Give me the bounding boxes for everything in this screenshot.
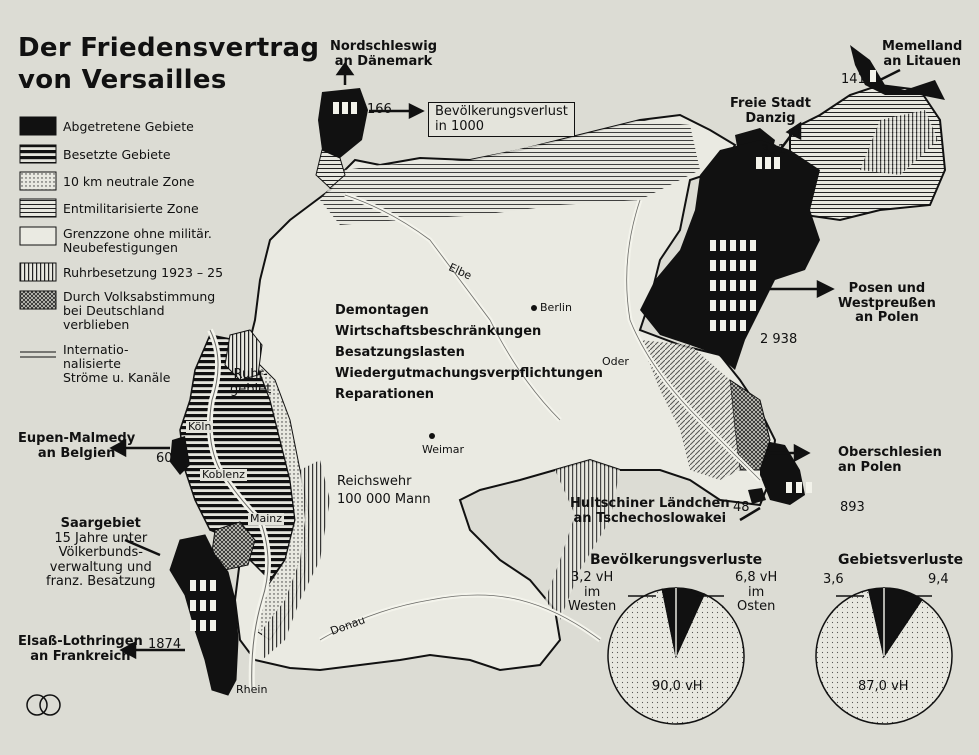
legend-label-demilitarized: Entmilitarisierte Zone: [63, 201, 199, 216]
eupen-line2: an Belgien: [37, 445, 116, 461]
oberschlesien-label: [838, 446, 942, 475]
map-title-line1: Der Friedensvertrag: [18, 33, 320, 63]
legend-swatches: [20, 117, 56, 357]
legend-label-border-zone-2: Neubefestigungen: [63, 240, 178, 255]
donau-label: Donau: [328, 613, 367, 638]
burden-item: Demontagen: [335, 303, 429, 318]
pie2-title: Gebietsverluste: [838, 552, 964, 568]
population-loss-box: [428, 102, 575, 137]
legend-label-occupied: Besetzte Gebiete: [63, 147, 171, 162]
map-title-line2: von Versailles: [18, 65, 227, 95]
legend-label-rivers-2: nalisierte: [63, 356, 121, 371]
posen-value: 2 938: [760, 332, 798, 347]
pie1-west-line2: im: [583, 584, 601, 600]
burdens-list: [335, 300, 603, 405]
population-box-line2: in 1000: [435, 118, 485, 134]
memelland-line2: an Litauen: [883, 53, 961, 69]
pie2-west-value: 3,6: [823, 572, 844, 587]
danzig-value: 331: [761, 143, 786, 158]
pie1-east-label: [735, 571, 777, 615]
danzig-line2: Danzig: [745, 110, 796, 126]
hultschin-line2: an Tschechoslowakei: [573, 510, 727, 526]
eupen-value: 60: [156, 451, 173, 466]
memelland-value: 141: [841, 72, 866, 87]
hultschin-label: [570, 497, 730, 526]
pie1-west-label: [568, 571, 616, 615]
posen-label: [838, 282, 936, 326]
nordschleswig-value: 166: [367, 102, 392, 117]
legend-label-plebiscite-1: Durch Volksabstimmung: [63, 289, 216, 304]
saar-line2: 15 Jahre unter: [54, 530, 148, 546]
eupen-label: [18, 432, 135, 461]
burden-item: Wirtschaftsbeschränkungen: [335, 324, 542, 340]
pie1-west-line3: Westen: [568, 599, 617, 615]
legend-label-ceded: Abgetretene Gebiete: [63, 119, 194, 134]
weimar-label: Weimar: [422, 443, 465, 456]
koeln-label: Köln: [188, 420, 212, 433]
berlin-label: Berlin: [540, 301, 572, 314]
saar-line3: Völkerbunds-: [58, 545, 143, 561]
legend-label-ruhr: Ruhrbesetzung 1923 – 25: [63, 265, 224, 280]
posen-line1: Posen und: [848, 281, 926, 296]
population-box-line1: Bevölkerungsverlust: [435, 104, 568, 119]
legend-label-neutral: 10 km neutrale Zone: [63, 174, 195, 189]
north-schleswig: [318, 88, 368, 158]
pie2-remain-label: 87,0 vH: [858, 679, 909, 694]
reichswehr-label: [337, 473, 431, 509]
legend-label-plebiscite-3: verblieben: [63, 317, 130, 332]
pie2-east-value: 9,4: [928, 572, 949, 587]
elsass-line1: Elsaß-Lothringen: [18, 634, 143, 649]
saar-line1: Saargebiet: [60, 516, 141, 531]
territory-loss-pie: [816, 588, 952, 724]
pie1-east-value: 6,8 vH: [735, 570, 778, 585]
oberschlesien-line2: an Polen: [838, 459, 902, 475]
eupen-line1: Eupen-Malmedy: [18, 431, 136, 446]
pie1-east-line2: im: [748, 584, 765, 600]
ruhr-line1: Ruhr-: [233, 367, 268, 382]
pie1-west-value: 3,2 vH: [570, 570, 614, 585]
nordschleswig-label: [330, 40, 437, 69]
weimar-marker: [429, 433, 435, 439]
logo-rings: [27, 695, 60, 715]
pie1-remain-label: 90,0 vH: [652, 679, 703, 694]
oder-label: Oder: [602, 355, 629, 368]
reichswehr-line2: 100 000 Mann: [337, 492, 431, 508]
burden-item: Wiedergutmachungsverpflichtungen: [335, 366, 603, 382]
hultschin-line1: Hultschiner Ländchen: [570, 496, 730, 511]
saar-line5: franz. Besatzung: [46, 574, 156, 590]
burden-item: Besatzungslasten: [335, 345, 465, 361]
saar-line4: verwaltung und: [49, 559, 152, 575]
saar-label: [46, 517, 156, 590]
burden-item: Reparationen: [335, 387, 435, 403]
oberschlesien-line1: Oberschlesien: [838, 445, 942, 460]
hultschin-value: 48: [733, 500, 750, 515]
ruhr-label: [230, 368, 271, 397]
elsass-label: [18, 635, 143, 664]
legend-label-border-zone-1: Grenzzone ohne militär.: [63, 226, 212, 241]
memelland-label: [882, 40, 962, 69]
legend-label-plebiscite-2: bei Deutschland: [63, 303, 165, 318]
elsass-line2: an Frankreich: [30, 648, 131, 664]
legend-label-rivers-3: Ströme u. Kanäle: [63, 370, 171, 385]
pie1-east-line3: Osten: [736, 599, 776, 615]
mainz-label: Mainz: [250, 512, 283, 525]
nordschleswig-line2: an Dänemark: [334, 53, 433, 69]
posen-line2: Westpreußen: [838, 295, 936, 311]
nordschleswig-line1: Nordschleswig: [330, 39, 438, 54]
pie1-title: Bevölkerungsverluste: [590, 552, 763, 568]
ruhr-line2: gebiet: [230, 381, 272, 397]
elsass-value: 1874: [148, 637, 182, 652]
elbe-label: Elbe: [446, 260, 474, 283]
reichswehr-line1: Reichswehr: [337, 474, 412, 489]
memelland-line1: Memelland: [882, 39, 963, 54]
oberschlesien-value: 893: [840, 500, 865, 515]
koblenz-label: Koblenz: [202, 468, 245, 481]
posen-line3: an Polen: [855, 310, 919, 326]
danzig-line1: Freie Stadt: [730, 96, 811, 111]
rhein-label: Rhein: [236, 683, 268, 696]
danzig-label: [730, 97, 811, 126]
legend-label-rivers-1: Internatio-: [63, 342, 129, 357]
population-loss-pie: [608, 588, 744, 724]
